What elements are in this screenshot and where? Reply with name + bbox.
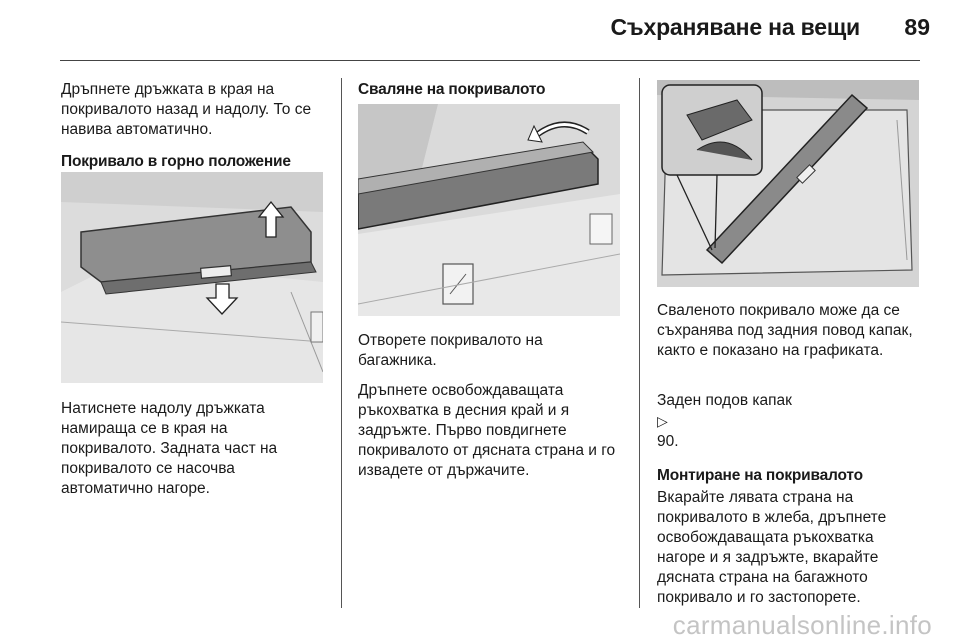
- section-heading-removal: Сваляне на покривалото: [358, 81, 546, 98]
- figure-cover-removal: [358, 104, 620, 316]
- watermark: carmanualsonline.info: [672, 610, 932, 640]
- arrow-ref-icon: ▷: [657, 413, 668, 429]
- figure-cover-storage: [657, 80, 919, 287]
- cross-reference-label: Заден подов капак: [657, 392, 792, 409]
- removal-step-2: Дръпнете освобождаващата ръкохватка в десния край и я задръжте. Първо повдигнете покривалото от дясната страна и го извадете от държачите.: [358, 382, 616, 479]
- column-3-text: [657, 301, 927, 618]
- cross-reference: [657, 371, 927, 452]
- column-divider-1: [341, 78, 342, 608]
- intro-paragraph: Дръпнете дръжката в края на покривалото назад и надолу. То се навива автоматично.: [61, 81, 312, 138]
- header-divider: [60, 60, 920, 61]
- section-heading-installation: Монтиране на покривалото: [657, 467, 863, 484]
- page-number: 89: [904, 14, 930, 40]
- cross-reference-page[interactable]: 90.: [657, 433, 679, 450]
- caption-upper-position: Натиснете надолу дръжката намираща се в края на покривалото. Задната част на покривалото се насочва автоматично нагоре.: [61, 400, 278, 497]
- storage-paragraph: Сваленото покривало може да се съхранява под задния повод капак, както е показано на графиката.: [657, 302, 913, 359]
- removal-step-1: Отворете покривалото на багажника.: [358, 332, 543, 369]
- page-title: Съхраняване на вещи: [610, 14, 860, 40]
- figure-cover-upper: [61, 172, 323, 383]
- column-1-caption: [61, 399, 331, 509]
- installation-paragraph: Вкарайте лявата страна на покривалото в жлеба, дръпнете освобождаващата ръкохватка нагоре и я задръжте, вкарайте дясната страна на багажното покривало и го застопорете.: [657, 489, 887, 606]
- column-2-text: [358, 331, 640, 491]
- section-heading-upper-position: Покривало в горно положение: [61, 153, 291, 170]
- column-1: [61, 80, 331, 180]
